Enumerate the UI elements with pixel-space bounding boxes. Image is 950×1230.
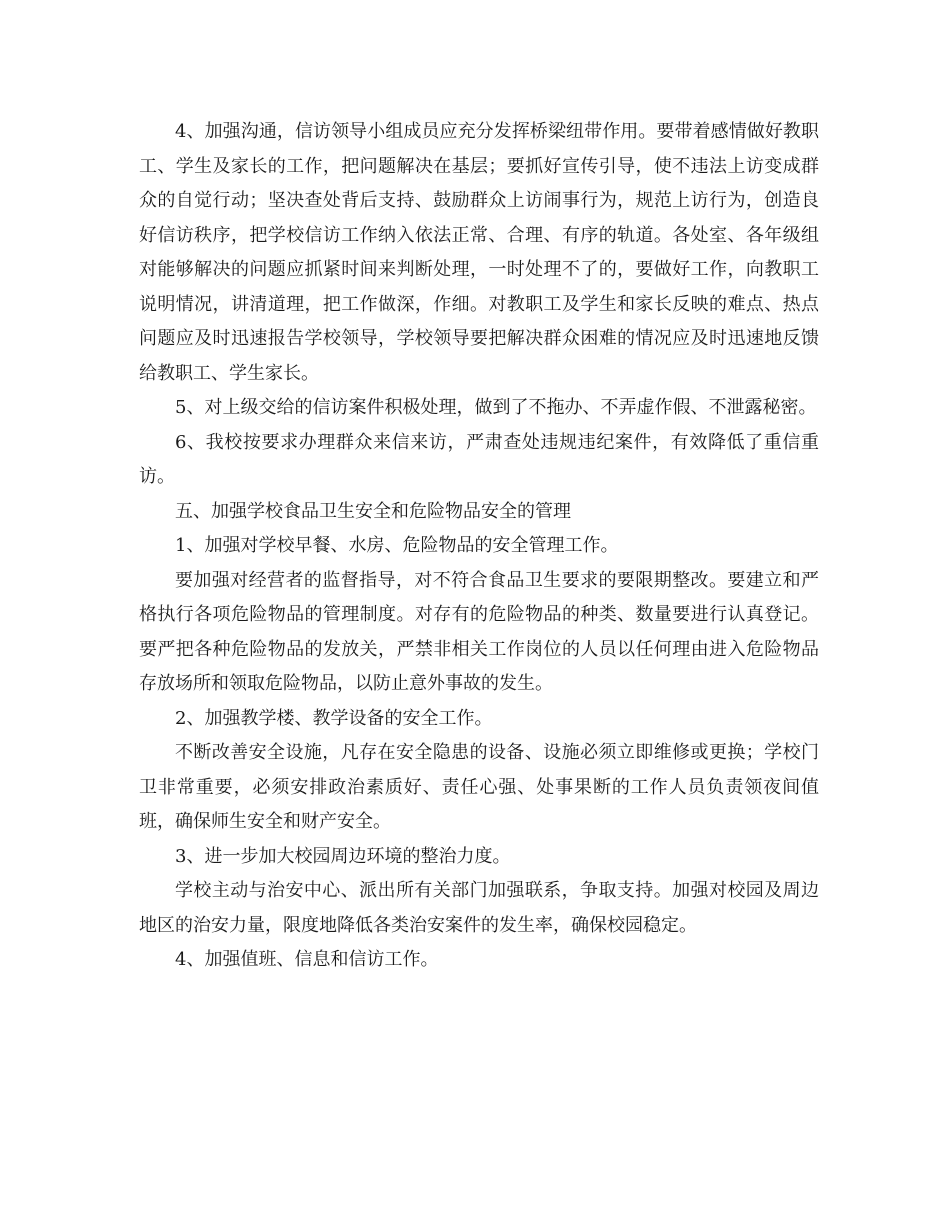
paragraph-item-5-superior-cases: 5、对上级交给的信访案件积极处理，做到了不拖办、不弄虚作假、不泄露秘密。 <box>175 397 817 418</box>
document-body <box>139 115 819 978</box>
paragraph-item-6-letters-visits: 6、我校按要求办理群众来信来访，严肃查处违规违纪案件，有效降低了重信重访。 <box>139 431 819 487</box>
paragraph-item-2-body: 不断改善安全设施，凡存在安全隐患的设备、设施必须立即维修或更换；学校门卫非常重要，必须安排政治素质好、责任心强、处事果断的工作人员负责领夜间值班，确保师生安全和财产安全。 <box>139 742 819 832</box>
paragraph-item-1-body: 要加强对经营者的监督指导，对不符合食品卫生要求的要限期整改。要建立和严格执行各项危险物品的管理制度。对存有的危险物品的种类、数量要进行认真登记。要严把各种危险物品的发放关，严禁非相关工作岗位的人员以任何理由进入危险物品存放场所和领取危险物品，以防止意外事故的发生。 <box>139 569 819 694</box>
paragraph-item-2-heading: 2、加强教学楼、教学设备的安全工作。 <box>175 707 493 729</box>
paragraph-item-4-communication: 4、加强沟通，信访领导小组成员应充分发挥桥梁纽带作用。要带着感情做好教职工、学生及家长的工作，把问题解决在基层；要抓好宣传引导，使不违法上访变成群众的自觉行动；坚决查处背后支持、鼓励群众上访闹事行为，规范上访行为，创造良好信访秩序，把学校信访工作纳入依法正常、合理、有序的轨道。各处室、各年级组对能够解决的问题应抓紧时间来判断处理，一时处理不了的，要做好工作，向教职工说明情况，讲清道理，把工作做深，作细。对教职工及学生和家长反映的难点、热点问题应及时迅速报告学校领导，学校领导要把解决群众困难的情况应及时迅速地反馈给教职工、学生家长。 <box>139 121 819 384</box>
paragraph-item-4-heading: 4、加强值班、信息和信访工作。 <box>175 949 439 970</box>
paragraph-item-3-heading: 3、进一步加大校园周边环境的整治力度。 <box>175 845 511 867</box>
section-heading-five: 五、加强学校食品卫生安全和危险物品安全的管理 <box>175 500 571 522</box>
paragraph-item-1-heading: 1、加强对学校早餐、水房、危险物品的安全管理工作。 <box>175 535 619 556</box>
paragraph-item-3-body: 学校主动与治安中心、派出所有关部门加强联系，争取支持。加强对校园及周边地区的治安力量，限度地降低各类治安案件的发生率，确保校园稳定。 <box>139 880 819 936</box>
